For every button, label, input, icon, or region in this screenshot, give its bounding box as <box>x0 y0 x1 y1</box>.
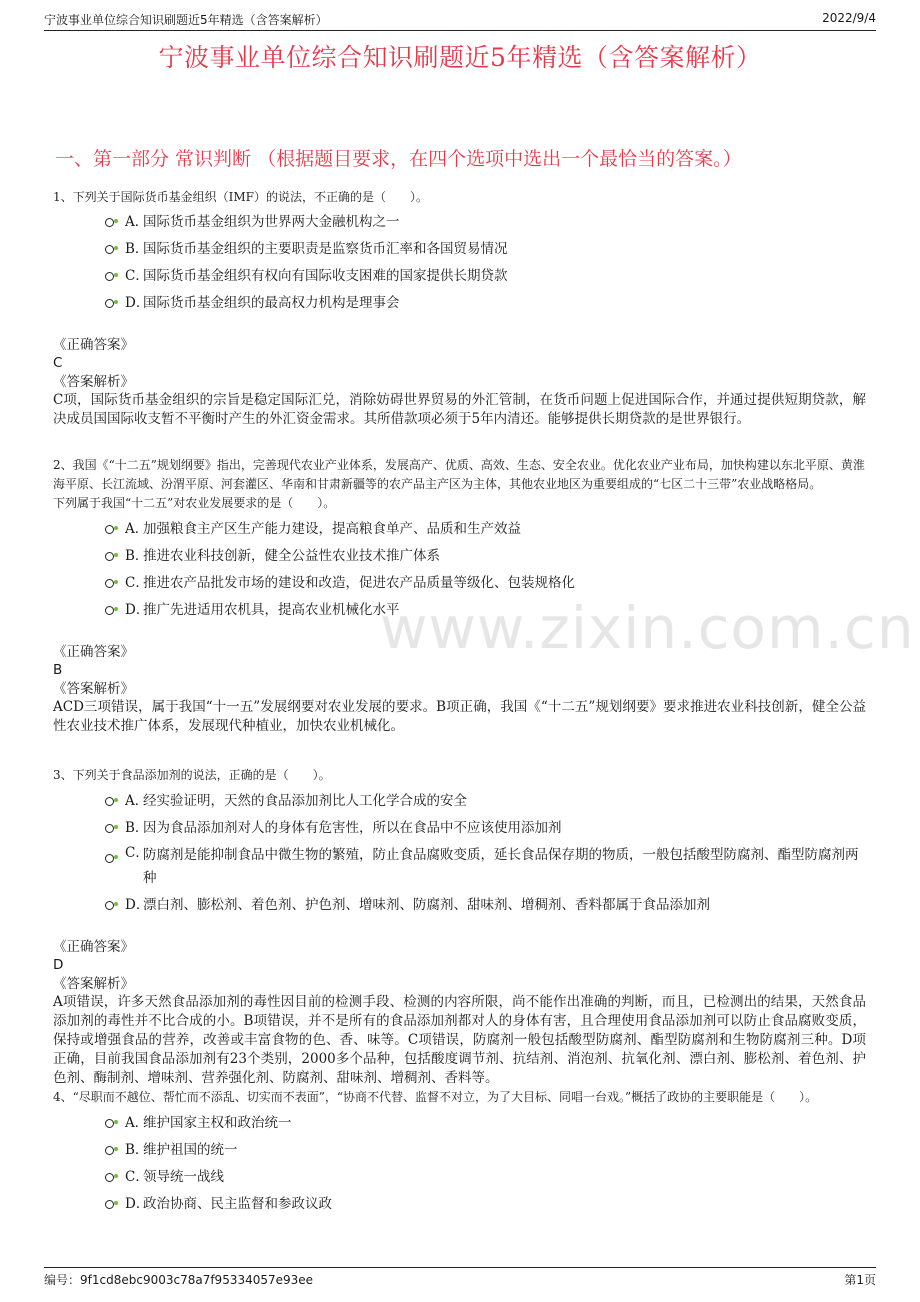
option-d[interactable]: D． 推广先进适用农机具，提高农业机械化水平 <box>103 597 866 624</box>
explanation-label: 《答案解析》 <box>53 681 134 697</box>
option-text: 因为食品添加剂对人的身体有危害性，所以在食品中不应该使用添加剂 <box>143 820 562 836</box>
question-4 <box>53 1088 866 1218</box>
option-c[interactable]: C． 领导统一战线 <box>103 1164 866 1191</box>
option-text: 推广先进适用农机具，提高农业机械化水平 <box>143 602 400 618</box>
option-d[interactable]: D． 漂白剂、膨松剂、着色剂、护色剂、增味剂、防腐剂、甜味剂、增稠剂、香料都属于食品添加剂 <box>103 892 866 919</box>
header-doc-title: 宁波事业单位综合知识刷题近5年精选（含答案解析） <box>44 13 328 27</box>
page-header <box>44 11 876 29</box>
option-text: 经实验证明，天然的食品添加剂比人工化学合成的安全 <box>143 793 467 809</box>
option-c[interactable]: C． 推进农产品批发市场的建设和改造，促进农产品质量等级化、包装规格化 <box>103 570 866 597</box>
option-b[interactable]: B． 因为食品添加剂对人的身体有危害性，所以在食品中不应该使用添加剂 <box>103 815 866 842</box>
radio-icon[interactable] <box>105 299 114 308</box>
answer-value: C <box>53 355 63 371</box>
option-text: 国际货币基金组织有权向有国际收支困难的国家提供长期贷款 <box>143 268 508 284</box>
answer-label: 《正确答案》 <box>53 939 134 955</box>
question-stem: 1、下列关于国际货币基金组织（IMF）的说法，不正确的是（ ）。 <box>53 190 428 204</box>
option-text: 防腐剂是能抑制食品中微生物的繁殖，防止食品腐败变质，延长食品保存期的物质，一般包括酸型防腐剂、酯型防腐剂两种 <box>143 847 859 886</box>
header-date: 2022/9/4 <box>822 11 876 25</box>
option-text: 国际货币基金组织的主要职责是监察货币汇率和各国贸易情况 <box>143 241 508 257</box>
radio-icon[interactable] <box>105 1146 114 1155</box>
radio-icon[interactable] <box>105 854 114 863</box>
radio-icon[interactable] <box>105 272 114 281</box>
question-1 <box>53 188 866 429</box>
page-footer <box>44 1271 876 1289</box>
radio-icon[interactable] <box>105 901 114 910</box>
radio-icon[interactable] <box>105 218 114 227</box>
footer-page-number: 第1页 <box>844 1273 876 1287</box>
option-a[interactable]: A． 加强粮食主产区生产能力建设，提高粮食单产、品质和生产效益 <box>103 516 866 543</box>
watermark: www.zixin.com.cn <box>380 594 915 662</box>
option-d[interactable]: D． 国际货币基金组织的最高权力机构是理事会 <box>103 290 866 317</box>
explanation-label: 《答案解析》 <box>53 976 134 992</box>
question-2 <box>53 456 866 736</box>
answer-label: 《正确答案》 <box>53 644 134 660</box>
explanation-text: A项错误，许多天然食品添加剂的毒性因目前的检测手段、检测的内容所限，尚不能作出准确的判断，而且，已检测出的结果，天然食品添加剂的毒性并不比合成的小。B项错误，并不是所有的食品添加剂都对人的身体有害，且合理使用食品添加剂可以防止食品腐败变质，保持或增强食品的营养，改善或丰富食物的色、香、味等。C项错误，防腐剂一般包括酸型防腐剂、酯型防腐剂和生物防腐剂三种。D项正确，目前我国食品添加剂有23个类别，2000多个品种，包括酸度调节剂、抗结剂、消泡剂、抗氧化剂、漂白剂、膨松剂、着色剂、护色剂、酶制剂、增味剂、营养强化剂、防腐剂、甜味剂、增稠剂、香料等。 <box>53 994 866 1086</box>
section-heading: 一、第一部分 常识判断 （根据题目要求，在四个选项中选出一个最恰当的答案。） <box>55 148 742 170</box>
radio-icon[interactable] <box>105 552 114 561</box>
answer-label: 《正确答案》 <box>53 337 134 353</box>
radio-icon[interactable] <box>105 797 114 806</box>
radio-icon[interactable] <box>105 579 114 588</box>
document-title: 宁波事业单位综合知识刷题近5年精选（含答案解析） <box>158 43 762 72</box>
option-text: 漂白剂、膨松剂、着色剂、护色剂、增味剂、防腐剂、甜味剂、增稠剂、香料都属于食品添加剂 <box>143 897 710 913</box>
option-c[interactable]: C． 国际货币基金组织有权向有国际收支困难的国家提供长期贷款 <box>103 263 866 290</box>
explanation-text: ACD三项错误，属于我国“十一五”发展纲要对农业发展的要求。B项正确，我国《“十二五”规划纲要》要求推进农业科技创新，健全公益性农业技术推广体系，发展现代种植业，加快农业机械化。 <box>53 699 866 734</box>
radio-icon[interactable] <box>105 245 114 254</box>
option-a[interactable]: A． 经实验证明，天然的食品添加剂比人工化学合成的安全 <box>103 788 866 815</box>
explanation-label: 《答案解析》 <box>53 374 134 390</box>
radio-icon[interactable] <box>105 1200 114 1209</box>
option-text: 政治协商、民主监督和参政议政 <box>143 1196 332 1212</box>
footer-doc-id: 编号：9f1cd8ebc9003c78a7f95334057e93ee <box>44 1273 314 1287</box>
answer-value: D <box>53 957 64 973</box>
header-divider <box>44 30 876 31</box>
explanation-text: C项，国际货币基金组织的宗旨是稳定国际汇兑，消除妨碍世界贸易的外汇管制，在货币问题上促进国际合作，并通过提供短期贷款，解决成员国国际收支暂不平衡时产生的外汇资金需求。其所借款项必须于5年内清还。能够提供长期贷款的是世界银行。 <box>53 392 866 427</box>
answer-value: B <box>53 662 63 678</box>
option-text: 维护祖国的统一 <box>143 1142 238 1158</box>
option-c[interactable]: C． 防腐剂是能抑制食品中微生物的繁殖，防止食品腐败变质，延长食品保存期的物质，一般包括酸型防腐剂、酯型防腐剂两种 <box>103 842 866 892</box>
radio-icon[interactable] <box>105 525 114 534</box>
radio-icon[interactable] <box>105 606 114 615</box>
option-b[interactable]: B． 推进农业科技创新，健全公益性农业技术推广体系 <box>103 543 866 570</box>
radio-icon[interactable] <box>105 1173 114 1182</box>
question-stem: 4、“尽职而不越位、帮忙而不添乱、切实而不表面”，“协商不代替、监督不对立，为了大目标、同唱一台戏。”概括了政协的主要职能是（ ）。 <box>53 1090 818 1104</box>
option-text: 国际货币基金组织的最高权力机构是理事会 <box>143 295 400 311</box>
option-text: 领导统一战线 <box>143 1169 224 1185</box>
footer-divider <box>44 1267 876 1268</box>
option-text: 维护国家主权和政治统一 <box>143 1115 292 1131</box>
question-stem-sub: 下列属于我国“十二五”对农业发展要求的是（ ）。 <box>53 496 336 510</box>
question-stem: 3、下列关于食品添加剂的说法，正确的是（ ）。 <box>53 768 331 782</box>
option-b[interactable]: B． 国际货币基金组织的主要职责是监察货币汇率和各国贸易情况 <box>103 236 866 263</box>
option-text: 加强粮食主产区生产能力建设，提高粮食单产、品质和生产效益 <box>143 521 521 537</box>
option-text: 国际货币基金组织为世界两大金融机构之一 <box>143 214 400 230</box>
option-text: 推进农产品批发市场的建设和改造，促进农产品质量等级化、包装规格化 <box>143 575 575 591</box>
question-stem: 2、我国《“十二五”规划纲要》指出，完善现代农业产业体系，发展高产、优质、高效、生态、安全农业。优化农业产业布局，加快构建以东北平原、黄淮海平原、长江流域、汾渭平原、河套灌区、华南和甘肃新疆等的农产品主产区为主体，其他农业地区为重要组成的“七区二十三带”农业战略格局。 <box>53 458 865 491</box>
option-d[interactable]: D． 政治协商、民主监督和参政议政 <box>103 1191 866 1218</box>
option-b[interactable]: B． 维护祖国的统一 <box>103 1137 866 1164</box>
radio-icon[interactable] <box>105 1119 114 1128</box>
question-3 <box>53 766 866 1088</box>
option-a[interactable]: A． 维护国家主权和政治统一 <box>103 1110 866 1137</box>
option-a[interactable]: A． 国际货币基金组织为世界两大金融机构之一 <box>103 209 866 236</box>
option-text: 推进农业科技创新，健全公益性农业技术推广体系 <box>143 548 440 564</box>
radio-icon[interactable] <box>105 824 114 833</box>
